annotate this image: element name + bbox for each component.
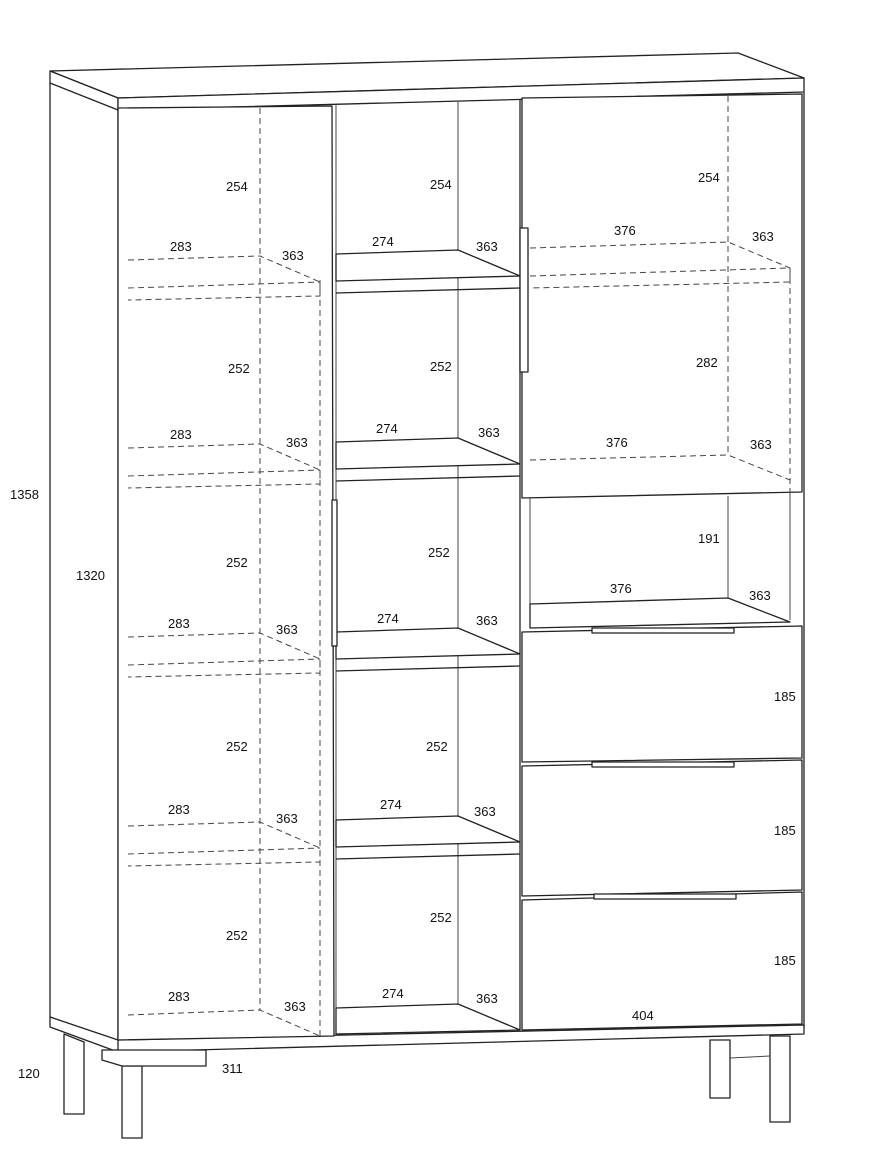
drawer-1 <box>522 626 802 762</box>
drawer-height-label: 185 <box>774 689 796 704</box>
drawer-height-label: 185 <box>774 823 796 838</box>
left-height-label: 252 <box>228 361 250 376</box>
right-height-label: 254 <box>698 170 720 185</box>
middle-height-label: 252 <box>426 739 448 754</box>
left-height-label: 254 <box>226 179 248 194</box>
left-shelf-width-label: 283 <box>168 989 190 1004</box>
left-door-handle <box>332 500 337 646</box>
left-height-label: 252 <box>226 928 248 943</box>
left-side-panel <box>50 83 116 1042</box>
right-height-label: 282 <box>696 355 718 370</box>
drawer-3-handle <box>594 894 736 899</box>
body-height-label: 1320 <box>76 568 105 583</box>
middle-shelf-depth-label: 363 <box>474 804 496 819</box>
leg-spacing-label: 311 <box>222 1061 243 1076</box>
left-door <box>118 106 337 1040</box>
middle-shelf-depth-label: 363 <box>476 239 498 254</box>
drawer-3 <box>522 892 802 1030</box>
right-shelf-width-label: 376 <box>614 223 636 238</box>
left-shelf-depth-label: 363 <box>282 248 304 263</box>
right-shelf-width-label: 376 <box>610 581 632 596</box>
middle-shelf-depth-label: 363 <box>476 991 498 1006</box>
right-door-handle <box>520 228 528 372</box>
left-height-label: 252 <box>226 555 248 570</box>
right-height-label: 191 <box>698 531 720 546</box>
middle-shelf-depth-label: 363 <box>478 425 500 440</box>
right-shelf-depth-label: 363 <box>750 437 772 452</box>
left-shelf-width-label: 283 <box>168 616 190 631</box>
drawer-height-label: 185 <box>774 953 796 968</box>
left-shelf-width-label: 283 <box>170 427 192 442</box>
drawer-2 <box>522 760 802 896</box>
middle-height-label: 252 <box>430 910 452 925</box>
right-shelf-depth-label: 363 <box>752 229 774 244</box>
right-shelf-width-label: 376 <box>606 435 628 450</box>
middle-height-label: 254 <box>430 177 452 192</box>
drawer-1-handle <box>592 628 734 633</box>
middle-shelf-width-label: 274 <box>377 611 399 626</box>
middle-shelf-depth-label: 363 <box>476 613 498 628</box>
right-open-niche <box>530 492 790 628</box>
overall-height-label: 1358 <box>10 487 39 502</box>
middle-height-label: 252 <box>430 359 452 374</box>
drawer-2-handle <box>592 762 734 767</box>
left-shelf-width-label: 283 <box>168 802 190 817</box>
left-shelf-depth-label: 363 <box>284 999 306 1014</box>
left-shelf-depth-label: 363 <box>276 811 298 826</box>
left-shelf-depth-label: 363 <box>276 622 298 637</box>
middle-shelf-width-label: 274 <box>372 234 394 249</box>
drawer-width-label: 404 <box>632 1008 654 1023</box>
legs <box>64 1034 790 1138</box>
left-height-label: 252 <box>226 739 248 754</box>
left-shelf-depth-label: 363 <box>286 435 308 450</box>
middle-shelf-width-label: 274 <box>380 797 402 812</box>
right-shelf-depth-label: 363 <box>749 588 771 603</box>
leg-height-label: 120 <box>18 1066 40 1081</box>
middle-height-label: 252 <box>428 545 450 560</box>
left-shelf-width-label: 283 <box>170 239 192 254</box>
middle-shelf-width-label: 274 <box>382 986 404 1001</box>
middle-shelf-width-label: 274 <box>376 421 398 436</box>
